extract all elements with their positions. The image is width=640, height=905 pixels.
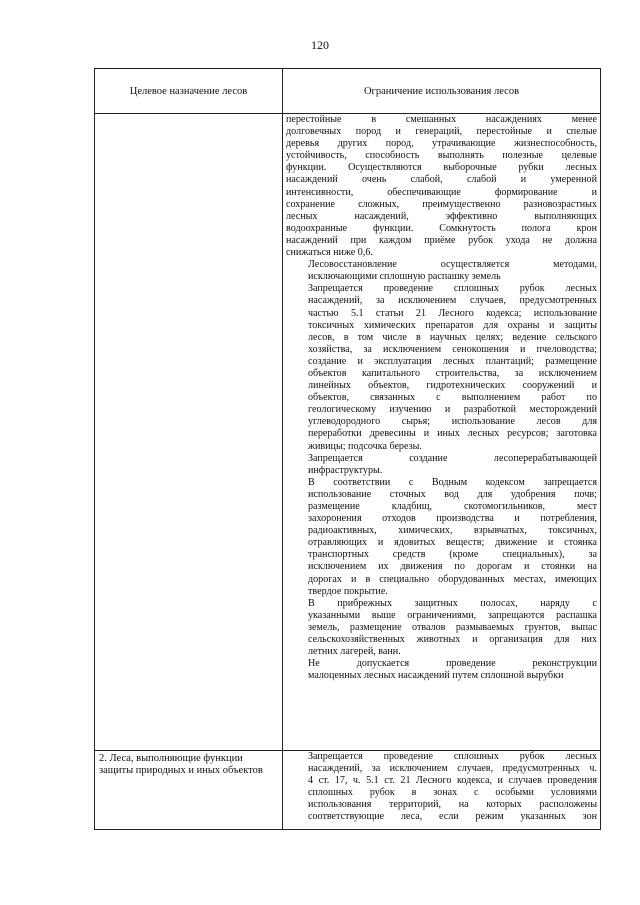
row2-category: 2. Леса, выполняющие функции защиты природных и иных объектов (95, 751, 283, 830)
paragraph (286, 283, 597, 452)
text-line: насаждений, за исключением случаев, предусмотренных (308, 295, 597, 307)
text-line: объектов капитального строительства, за исключением (308, 367, 597, 379)
paragraph (286, 751, 597, 824)
text-line: водоохранные функции. Сомкнутость полога крон (286, 222, 597, 234)
paragraph (286, 114, 597, 259)
text-line: объектов, связанных с выполнением работ по (308, 392, 597, 404)
text-line: соответствующие леса, если режим указанных зон (308, 811, 597, 823)
text-line: долговечных пород и генераций, перестойные и спелые (286, 126, 597, 138)
text-line: дорогах и в специально оборудованных местах, имеющих (308, 573, 597, 585)
text-line: указанными выше ограничениями, запрещаются распашка (308, 609, 597, 621)
text-line: хозяйства, за исключением сенокошения и пчеловодства; (308, 343, 597, 355)
paragraph (286, 598, 597, 658)
text-line: малоценных лесных насаждений путем сплошной вырубки (308, 670, 564, 682)
text-line: снижаться ниже 0,6. (286, 247, 373, 259)
table-row (95, 114, 601, 751)
paragraph (286, 658, 597, 682)
text-line: создание и эксплуатация лесных плантаций; размещение (308, 355, 597, 367)
text-line: летних лагерей, ванн. (308, 646, 401, 658)
text-line: лесных насаждений, эффективно выполняющих (286, 210, 597, 222)
text-line: углеводородного сырья; использование лесов для (308, 416, 597, 428)
text-line: использования территорий, на которых расположены (308, 799, 597, 811)
table-row (95, 751, 601, 830)
text-line: Не допускается проведение реконструкции (308, 658, 597, 670)
text-line: Лесовосстановление осуществляется методами, (308, 259, 597, 271)
row1-category (95, 114, 283, 751)
text-line: В соответствии с Водным кодексом запрещается (308, 476, 597, 488)
text-line: сохранение сложных, преимущественно разновозрастных (286, 198, 597, 210)
text-line: земель, размещение отвалов размываемых грунтов, выпас (308, 621, 597, 633)
text-line: насаждений очень слабой, слабой и умеренной (286, 174, 597, 186)
text-line: захоронения отходов производства и потребления, (308, 513, 597, 525)
header-purpose: Целевое назначение лесов (95, 69, 283, 114)
text-line: функции. Осуществляются выборочные рубки лесных (286, 162, 597, 174)
text-line: насаждений, за исключением случаев, предусмотренных ч. (308, 763, 597, 775)
text-line: исключением их движения по дорогам и стоянки на (308, 561, 597, 573)
text-line: деревья других пород, утрачивающие жизнеспособность, (286, 138, 597, 150)
text-line: лесов, в том числе в научных целях; ведение сельского (308, 331, 597, 343)
page-number: 120 (311, 38, 329, 52)
paragraph (286, 259, 597, 283)
text-line: радиоактивных, химических, взрывчатых, токсичных, (308, 525, 597, 537)
paragraph (286, 453, 597, 477)
text-line: отравляющих и ядовитых веществ; движение и стоянка (308, 537, 597, 549)
text-line: геологическому изучению и разработкой месторождений (308, 404, 597, 416)
table-header-row (95, 69, 601, 114)
text-line: интенсивности, обеспечивающие формирование и (286, 186, 597, 198)
text-line: токсичных химических препаратов для охраны и защиты (308, 319, 597, 331)
text-line: транспортных средств (кроме специальных), за (308, 549, 597, 561)
text-line: Запрещается проведение сплошных рубок лесных (308, 283, 597, 295)
text-line: перестойные в смешанных насаждениях менее (286, 114, 597, 125)
text-line: В прибрежных защитных полосах, наряду с (308, 597, 597, 609)
text-line: устойчивость, способность выполнять полезные целевые (286, 150, 597, 162)
paragraph (286, 477, 597, 598)
text-line: 4 ст. 17, ч. 5.1 ст. 21 Лесного кодекса, и случаев проведения (308, 775, 597, 787)
text-line: исключающими сплошную распашку земель (308, 271, 501, 283)
text-line: Запрещается создание лесоперерабатывающей (308, 452, 597, 464)
text-line: инфраструктуры. (308, 464, 383, 476)
text-line: использование сточных вод для удобрения почв; (308, 488, 597, 500)
text-line: размещение кладбищ, скотомогильников, мест (308, 501, 597, 512)
row1-restrictions (283, 114, 601, 751)
text-line: сельскохозяйственных животных и организация для них (308, 634, 597, 646)
text-line: твердое покрытие. (308, 585, 388, 597)
text-line: линейных объектов, гидротехнических сооружений и (308, 380, 597, 392)
header-restrictions: Ограничение использования лесов (283, 69, 601, 114)
text-line: переработки древесины и иных лесных ресурсов; заготовка (308, 428, 597, 440)
row2-restrictions (283, 751, 601, 830)
text-line: сплошных рубок в зонах с особыми условиями (308, 787, 597, 799)
text-line: живицы; подсочка березы. (308, 440, 422, 452)
text-line: частью 5.1 статьи 21 Лесного кодекса; использование (308, 307, 597, 319)
text-line: насаждений при каждом приёме рубок ухода не должна (286, 234, 597, 246)
regulation-table (94, 68, 601, 830)
text-line: Запрещается проведение сплошных рубок лесных (308, 751, 597, 762)
